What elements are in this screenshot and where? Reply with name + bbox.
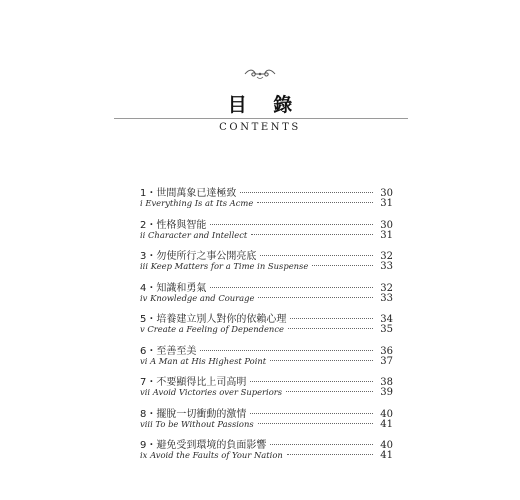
toc-entry-zh-page: 32 [380, 251, 393, 262]
dot-leader [250, 381, 373, 382]
dot-leader [258, 423, 373, 424]
toc-entry-en-page: 31 [380, 229, 393, 241]
toc-entry-en-title: v Create a Feeling of Dependence [140, 324, 284, 334]
toc-entry-zh-title: 7・不要顯得比上司高明 [140, 377, 247, 388]
flourish-icon [243, 67, 277, 81]
dot-leader [312, 265, 373, 266]
toc-entry-en-title: ix Avoid the Faults of Your Nation [140, 450, 283, 460]
toc-entry-zh-page: 40 [380, 408, 393, 420]
toc-entry-en-page: 41 [380, 418, 393, 430]
toc-entry-zh-title: 2・性格與智能 [140, 219, 207, 231]
toc-entry-en-title: vii Avoid Victories over Superiors [140, 387, 283, 397]
title-divider [114, 118, 408, 119]
toc-entry-zh [140, 279, 393, 292]
toc-entry [140, 373, 393, 405]
toc-entry-zh-page: 32 [380, 282, 393, 294]
toc-entry-en-page: 39 [380, 387, 393, 398]
toc-entry-en-title: vi A Man at His Highest Point [140, 355, 267, 366]
dot-leader [251, 234, 373, 235]
toc-entry-en-page: 35 [380, 324, 393, 335]
toc-entry-en [140, 356, 393, 369]
toc-entry-zh [140, 373, 393, 386]
toc-entry-zh-page: 36 [380, 345, 393, 357]
toc-entry-en-page: 37 [380, 355, 393, 367]
page-subtitle: CONTENTS [219, 122, 301, 133]
toc-entry-zh [140, 247, 393, 260]
toc-entry-zh-title: 5・培養建立別人對你的依賴心理 [140, 314, 287, 325]
toc-entry-zh-page: 30 [380, 188, 393, 199]
toc-entry-en-title: iii Keep Matters for a Time in Suspense [140, 261, 309, 271]
toc-entry-zh [140, 405, 393, 418]
toc-entry-zh-title: 9・避免受到環境的負面影響 [140, 440, 267, 451]
dot-leader [287, 454, 373, 455]
dot-leader [200, 350, 373, 351]
flourish-ornament [0, 66, 520, 82]
toc-entry-en-page: 33 [380, 261, 393, 272]
toc-entry [140, 310, 393, 342]
dot-leader [240, 192, 373, 193]
toc-entry-zh-page: 34 [380, 314, 393, 325]
toc-entry-zh-title: 1・世間萬象已達極致 [140, 188, 237, 199]
toc-entry-en [140, 450, 393, 463]
toc-entry-en [140, 230, 393, 243]
toc-entry-zh [140, 436, 393, 449]
toc-entry-zh-title: 8・擺脫一切衝動的激情 [140, 408, 247, 420]
dot-leader [257, 202, 373, 203]
toc-entry [140, 342, 393, 374]
dot-leader [288, 328, 373, 329]
toc-entry-en-page: 41 [380, 450, 393, 461]
toc-entry-zh [140, 342, 393, 355]
toc-entry-zh-page: 30 [380, 219, 393, 231]
toc-entry-en [140, 419, 393, 432]
toc-entry-en [140, 198, 393, 211]
toc-entry-en-title: iv Knowledge and Courage [140, 292, 255, 303]
toc-entry-zh-title: 3・勿使所行之事公開亮底 [140, 251, 257, 262]
toc-entry-en [140, 261, 393, 274]
page-title: 目 錄 [227, 94, 303, 116]
dot-leader [270, 444, 373, 445]
dot-leader [210, 224, 373, 225]
toc-entry-en-title: i Everything Is at Its Acme [140, 198, 254, 208]
dot-leader [250, 413, 373, 414]
toc-entry-en-page: 31 [380, 198, 393, 209]
dot-leader [258, 297, 373, 298]
toc-entry-zh [140, 216, 393, 229]
toc-entry-en-page: 33 [380, 292, 393, 304]
table-of-contents [140, 184, 393, 468]
dot-leader [270, 360, 373, 361]
dot-leader [290, 318, 373, 319]
toc-entry [140, 405, 393, 437]
toc-entry-zh-title: 4・知識和勇氣 [140, 282, 207, 294]
toc-entry-en [140, 387, 393, 400]
toc-entry-zh [140, 184, 393, 197]
toc-entry [140, 436, 393, 468]
dot-leader [260, 255, 373, 256]
toc-entry [140, 279, 393, 311]
toc-entry [140, 184, 393, 216]
toc-entry-zh-page: 38 [380, 377, 393, 388]
toc-entry-en-title: ii Character and Intellect [140, 229, 248, 240]
dot-leader [210, 287, 373, 288]
toc-entry-zh-title: 6・至善至美 [140, 345, 197, 357]
toc-entry-zh [140, 310, 393, 323]
toc-entry-en-title: viii To be Without Passions [140, 418, 254, 429]
dot-leader [286, 391, 373, 392]
toc-entry-zh-page: 40 [380, 440, 393, 451]
toc-entry-en [140, 293, 393, 306]
toc-entry [140, 216, 393, 248]
toc-entry [140, 247, 393, 279]
toc-entry-en [140, 324, 393, 337]
